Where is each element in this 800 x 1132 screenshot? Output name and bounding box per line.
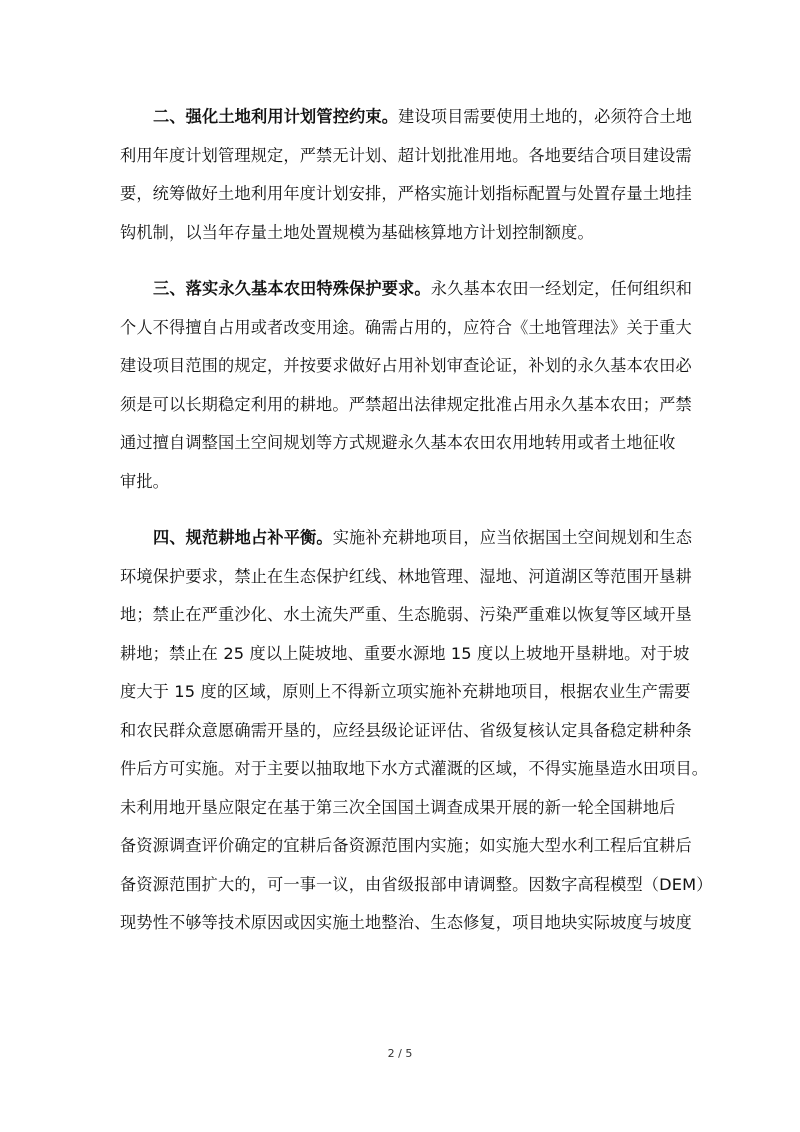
paragraph-line: 要，统筹做好土地利用年度计划安排，严格实施计划指标配置与处置存量土地挂 bbox=[120, 184, 692, 203]
paragraph-line: 须是可以长期稳定利用的耕地。严禁超出法律规定批准占用永久基本农田；严禁 bbox=[120, 394, 692, 414]
paragraph-line: 钩机制，以当年存量土地处置规模为基础核算地方计划控制额度。 bbox=[120, 222, 594, 242]
paragraph-farmland-protection bbox=[120, 270, 693, 501]
paragraph-heading: 三、落实永久基本农田特殊保护要求。 bbox=[153, 279, 431, 298]
paragraph-heading: 四、规范耕地占补平衡。 bbox=[153, 528, 333, 547]
paragraph-line: 审批。 bbox=[120, 471, 170, 491]
paragraph-line: 件后方可实施。对于主要以抽取地下水方式灌溉的区域，不得实施垦造水田项目。 bbox=[120, 759, 709, 778]
paragraph-line: 耕地；禁止在 25 度以上陡坡地、重要水源地 15 度以上坡地开垦耕地。对于坡 bbox=[120, 643, 690, 663]
paragraph-heading: 二、强化土地利用计划管控约束。 bbox=[153, 107, 399, 126]
paragraph-line: 利用年度计划管理规定，严禁无计划、超计划批准用地。各地要结合项目建设需 bbox=[120, 145, 692, 165]
paragraph-line: 未利用地开垦应限定在基于第三次全国国土调查成果开展的新一轮全国耕地后 bbox=[120, 797, 676, 817]
paragraph-line: 备资源范围扩大的，可一事一议，由省级报部申请调整。因数字高程模型（DEM） bbox=[120, 874, 713, 894]
paragraph-text: 建设项目需要使用土地的，必须符合土地 bbox=[398, 107, 693, 126]
paragraph-line bbox=[120, 98, 693, 137]
paragraph-line bbox=[120, 270, 693, 309]
paragraph-line: 建设项目范围的规定，并按要求做好占用补划审查论证，补划的永久基本农田必 bbox=[120, 356, 692, 375]
paragraph-line: 和农民群众意愿确需开垦的，应经县级论证评估、省级复核认定具备稳定耕种条 bbox=[120, 720, 692, 740]
paragraph-line: 个人不得擅自占用或者改变用途。确需占用的，应符合《土地管理法》关于重大 bbox=[120, 317, 692, 337]
paragraph-line: 通过擅自调整国土空间规划等方式规避永久基本农田农用地转用或者土地征收 bbox=[120, 433, 676, 452]
paragraph-line: 地；禁止在严重沙化、水土流失严重、生态脆弱、污染严重难以恢复等区域开垦 bbox=[120, 605, 692, 624]
paragraph-line bbox=[120, 519, 693, 558]
paragraph-text: 实施补充耕地项目，应当依据国土空间规划和生态 bbox=[332, 528, 693, 547]
paragraph-line: 度大于 15 度的区域，原则上不得新立项实施补充耕地项目，根据农业生产需要 bbox=[120, 682, 691, 701]
paragraph-land-use-plan bbox=[120, 98, 693, 252]
document-body bbox=[120, 98, 713, 961]
paragraph-line: 环境保护要求，禁止在生态保护红线、林地管理、湿地、河道湖区等范围开垦耕 bbox=[120, 566, 692, 586]
paragraph-line: 备资源调查评价确定的宜耕后备资源范围内实施；如实施大型水利工程后宜耕后 bbox=[120, 836, 692, 855]
paragraph-text: 永久基本农田一经划定，任何组织和 bbox=[430, 279, 693, 298]
paragraph-farmland-balance bbox=[120, 519, 713, 943]
paragraph-line: 现势性不够等技术原因或因实施土地整治、生态修复，项目地块实际坡度与坡度 bbox=[120, 913, 692, 932]
page-number: 2 / 5 bbox=[387, 1047, 413, 1060]
